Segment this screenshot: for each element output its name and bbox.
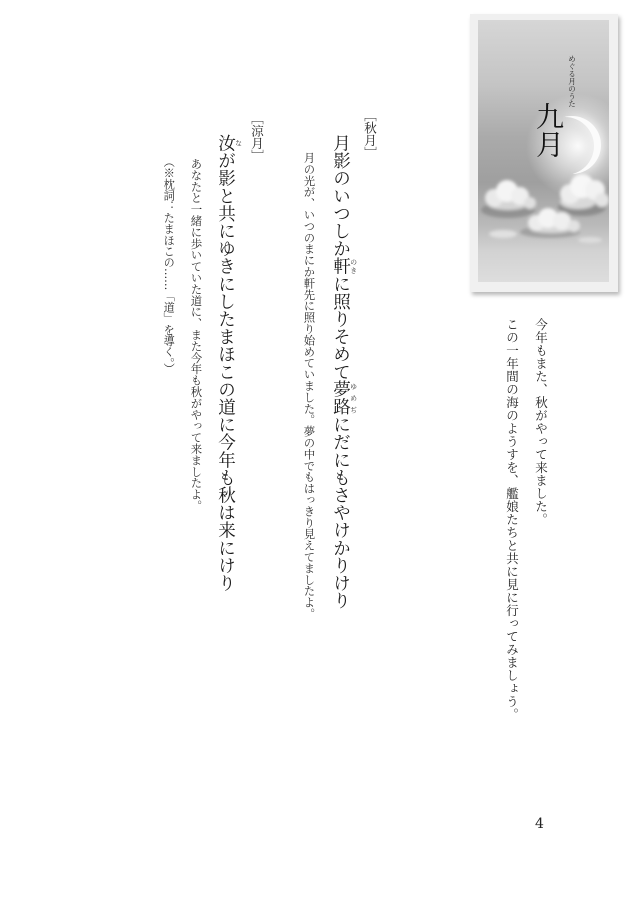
ruby-base: 軒 bbox=[330, 257, 351, 275]
poem-segment: が影と共にゆきにしたまほこの道に今年も秋は来にけり bbox=[215, 151, 236, 592]
page-number: 4 bbox=[535, 816, 544, 832]
poem-segment: に照りそめて bbox=[330, 274, 351, 381]
poet-name: ［涼月］ bbox=[249, 112, 265, 162]
intro-line: この一年間の海のようすを、艦娘たちと共に見に行ってみましょう。 bbox=[504, 318, 520, 721]
poem-text bbox=[216, 134, 243, 592]
poem-translation: 月の光が、いつのまにか軒先に照り始めていました。夢の中でもはっきり見えてましたよ。 bbox=[302, 152, 317, 620]
poem-note: （※枕詞：たまほこの……「道」を導く。） bbox=[162, 156, 176, 375]
ruby-base: 汝 bbox=[215, 134, 236, 152]
ruby-word bbox=[330, 257, 358, 275]
chapter-subtitle: めぐる月のうた bbox=[567, 55, 577, 108]
ruby-word bbox=[330, 380, 358, 416]
ruby-word bbox=[215, 134, 243, 152]
ruby-base: 夢路 bbox=[330, 380, 351, 416]
poem-translation: あなたと一緒に歩いていた道に、また今年も秋がやって来ましたよ。 bbox=[189, 158, 204, 512]
poet-name: ［秋月］ bbox=[362, 109, 378, 159]
ruby-reading: な bbox=[234, 134, 243, 152]
poem-segment: にだにもさやけかりけり bbox=[330, 415, 351, 610]
ruby-reading: のき bbox=[349, 257, 358, 275]
poem-segment: 月影のいつしか bbox=[330, 134, 351, 258]
chapter-illustration bbox=[478, 20, 609, 282]
ruby-reading: ゆめぢ bbox=[349, 380, 358, 416]
poem-text bbox=[331, 134, 358, 609]
intro-line: 今年もまた、秋がやって来ました。 bbox=[533, 318, 549, 526]
chapter-header-card bbox=[470, 14, 618, 292]
chapter-title: 九月 bbox=[532, 102, 565, 158]
